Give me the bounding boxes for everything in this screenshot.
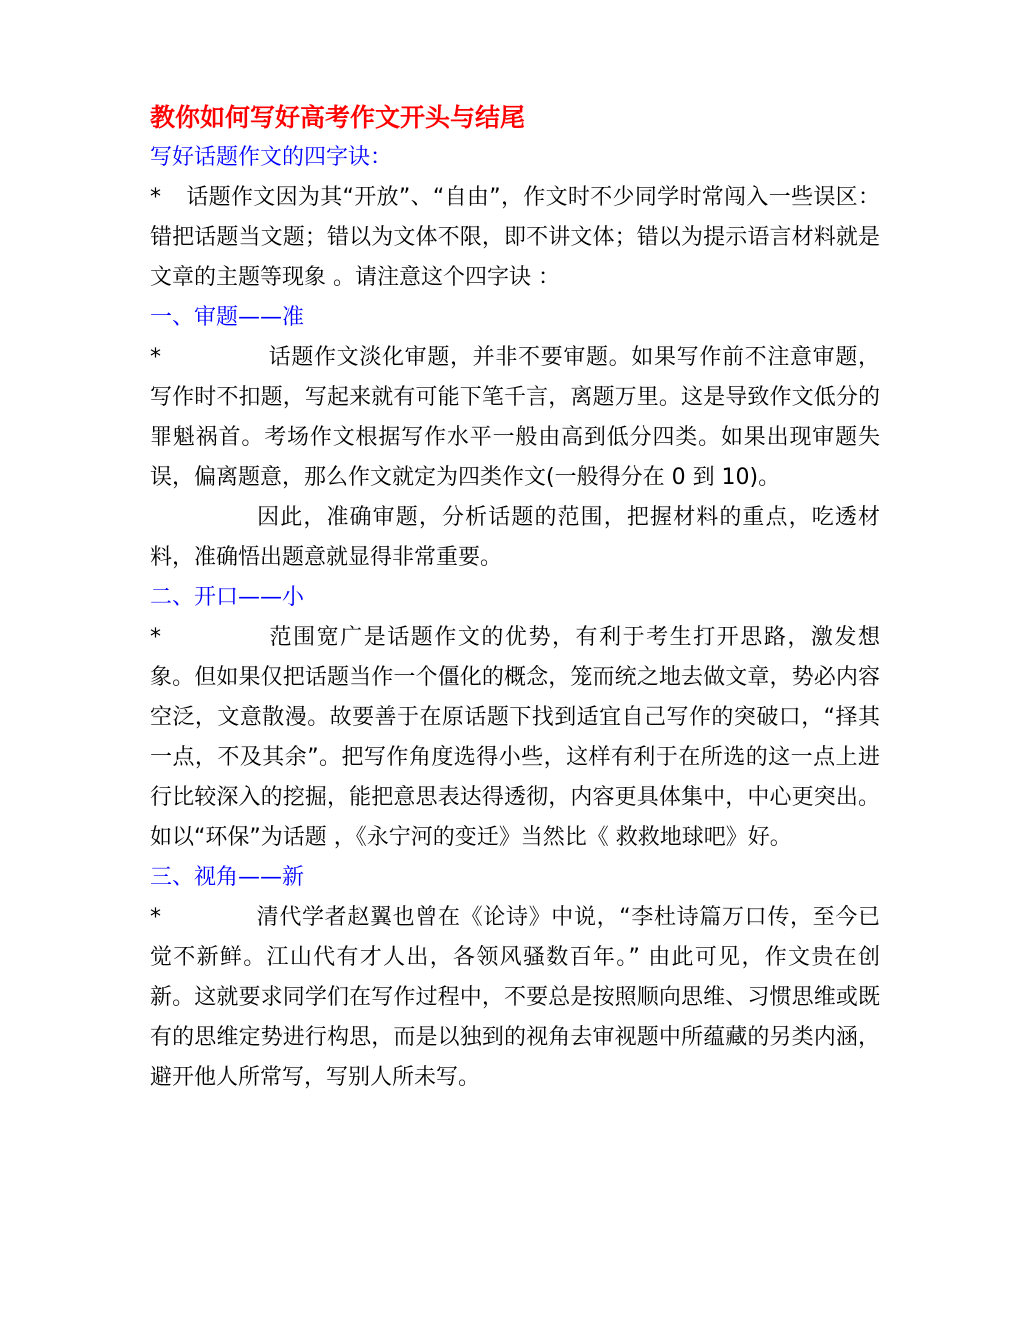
bullet-marker: *: [150, 185, 161, 210]
section-2-paragraph-1: [150, 618, 880, 858]
bullet-marker: *: [150, 905, 161, 930]
section-1-text-2: 因此，准确审题，分析话题的范围，把握材料的重点，吃透材料，准确悟出题意就显得非常重要。: [150, 505, 880, 570]
section-3-paragraph-1: [150, 898, 880, 1098]
document-page: [150, 98, 880, 1098]
bullet-marker: *: [150, 345, 161, 370]
section-heading-2: 二、开口——小: [150, 585, 305, 610]
section-heading-3: 三、视角——新: [150, 865, 305, 890]
subtitle: 写好话题作文的四字诀：: [150, 145, 393, 170]
section-1-paragraph-2: [150, 498, 880, 578]
section-2-text-1: 范围宽广是话题作文的优势，有利于考生打开思路，激发想象。但如果仅把话题当作一个僵化的概念，笼而统之地去做文章，势必内容空泛，文意散漫。故要善于在原话题下找到适宜自己写作的突破口，“择其一点，不及其余”。把写作角度选得小些，这样有利于在所选的这一点上进行比较深入的挖掘，能把意思表达得透彻，内容更具体集中，中心更突出。如以“环保”为话题 ，《永宁河的变迁》当然比《 救救地球吧》好。: [150, 625, 880, 850]
document-title: 教你如何写好高考作文开头与结尾: [150, 103, 526, 132]
section-1-text-1: 话题作文淡化审题，并非不要审题。如果写作前不注意审题，写作时不扣题，写起来就有可能下笔千言，离题万里。这是导致作文低分的罪魁祸首。考场作文根据写作水平一般由高到低分四类。如果出现审题失误，偏离题意，那么作文就定为四类作文(一般得分在 0 到 10)。: [150, 345, 880, 490]
section-3-text-1: 清代学者赵翼也曾在《论诗》中说，“李杜诗篇万口传，至今已觉不新鲜。江山代有才人出，各领风骚数百年。” 由此可见，作文贵在创新。这就要求同学们在写作过程中，不要总是按照顺向思维、习惯思维或既有的思维定势进行构思，而是以独到的视角去审视题中所蕴藏的另类内涵，避开他人所常写，写别人所未写。: [150, 905, 880, 1090]
section-1-paragraph-1: [150, 338, 880, 498]
intro-text: 话题作文因为其“开放”、“自由”，作文时不少同学时常闯入一些误区：错把话题当文题；错以为文体不限，即不讲文体；错以为提示语言材料就是文章的主题等现象 。请注意这个四字诀 ：: [150, 185, 880, 290]
section-heading-1: 一、审题——准: [150, 305, 305, 330]
intro-paragraph: [150, 178, 880, 298]
bullet-marker: *: [150, 625, 161, 650]
